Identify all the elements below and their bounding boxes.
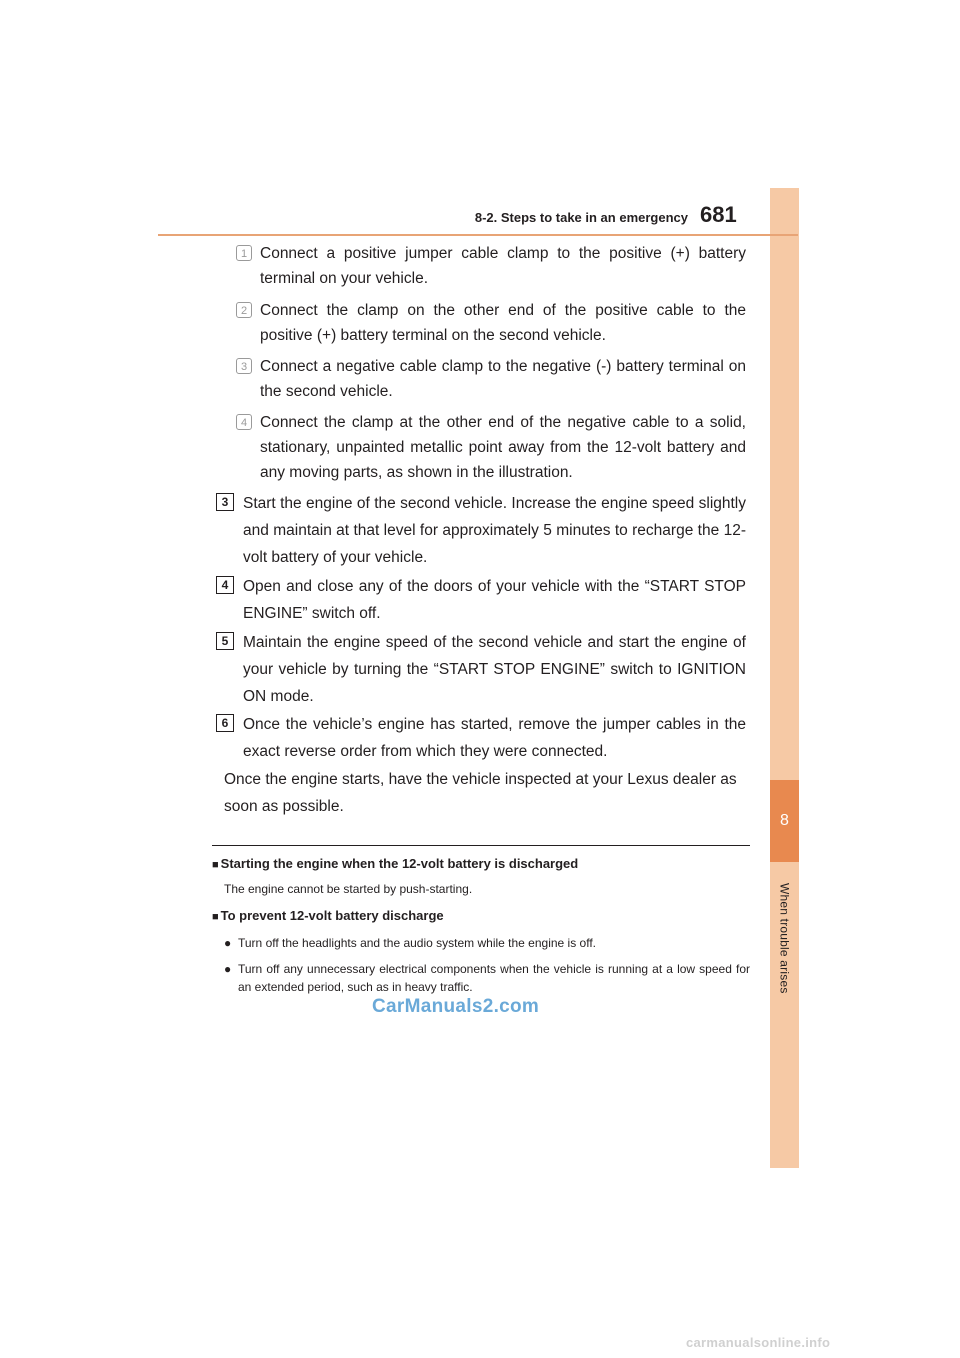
step-text: Open and close any of the doors of your vehicle with the “START STOP ENGINE” switch off.	[243, 578, 746, 622]
note-text-1: The engine cannot be started by push-starting.	[224, 882, 473, 896]
step-text: Once the vehicle’s engine has started, remove the jumper cables in the exact reverse order from which they were connected.	[243, 716, 746, 760]
page-number: 681	[700, 202, 737, 227]
sub-step-text: Connect the clamp on the other end of the positive cable to the positive (+) battery terminal on the second vehicle.	[260, 302, 746, 344]
chapter-side-tab	[770, 188, 799, 1168]
footer-watermark: carmanualsonline.info	[686, 1335, 831, 1350]
step-text: Start the engine of the second vehicle. Increase the engine speed slightly and maintain at that level for approximately 5 minutes to recharge the 12-volt battery of your vehicle.	[243, 495, 746, 566]
step-6	[216, 711, 746, 765]
sub-step-number: 3	[236, 358, 252, 374]
sub-step-text: Connect the clamp at the other end of the negative cable to a solid, stationary, unpainted metallic point away from the 12-volt battery and any moving parts, as shown in the illustration.	[260, 414, 746, 481]
closing-paragraph: Once the engine starts, have the vehicle inspected at your Lexus dealer as soon as possible.	[224, 771, 737, 815]
sub-step-4	[236, 410, 746, 485]
sub-step-number: 4	[236, 414, 252, 430]
step-number: 6	[216, 714, 234, 732]
circle-bullet-icon: ●	[224, 962, 232, 976]
note-bullet-text: Turn off any unnecessary electrical components when the vehicle is running at a low speed for an extended period, such as in heavy traffic.	[238, 962, 750, 994]
note-bullet-text: Turn off the headlights and the audio system while the engine is off.	[238, 936, 597, 950]
sub-step-2	[236, 298, 746, 348]
header-rule	[158, 234, 798, 236]
circle-bullet-icon: ●	[224, 936, 232, 950]
square-bullet-icon: ■	[212, 859, 219, 871]
note-heading-1	[212, 856, 578, 871]
step-5	[216, 629, 746, 710]
step-number: 3	[216, 493, 234, 511]
watermark-link[interactable]: CarManuals2.com	[372, 996, 540, 1017]
step-4	[216, 573, 746, 627]
note-bullet-2	[224, 960, 750, 996]
note-heading-text: To prevent 12-volt battery discharge	[220, 908, 444, 923]
note-bullet-1	[224, 934, 750, 952]
sub-step-number: 2	[236, 302, 252, 318]
notes-divider	[212, 845, 750, 846]
step-number: 4	[216, 576, 234, 594]
chapter-title-vertical	[770, 868, 799, 1008]
step-text: Maintain the engine speed of the second vehicle and start the engine of your vehicle by turning the “START STOP ENGINE” switch to IGNITION ON mode.	[243, 634, 746, 705]
square-bullet-icon: ■	[212, 911, 219, 923]
sub-step-3	[236, 354, 746, 404]
sub-step-text: Connect a negative cable clamp to the negative (-) battery terminal on the second vehicle.	[260, 358, 746, 400]
chapter-number: 8	[780, 812, 789, 829]
note-heading-2	[212, 908, 444, 923]
section-title: 8-2. Steps to take in an emergency	[474, 210, 688, 225]
sub-step-text: Connect a positive jumper cable clamp to the positive (+) battery terminal on your vehicle.	[260, 245, 746, 287]
step-3	[216, 490, 746, 571]
step-number: 5	[216, 632, 234, 650]
chapter-number-box	[770, 780, 799, 862]
note-heading-text: Starting the engine when the 12-volt battery is discharged	[220, 856, 579, 871]
sub-step-1	[236, 241, 746, 291]
chapter-title: When trouble arises	[777, 882, 792, 994]
sub-step-number: 1	[236, 245, 252, 261]
